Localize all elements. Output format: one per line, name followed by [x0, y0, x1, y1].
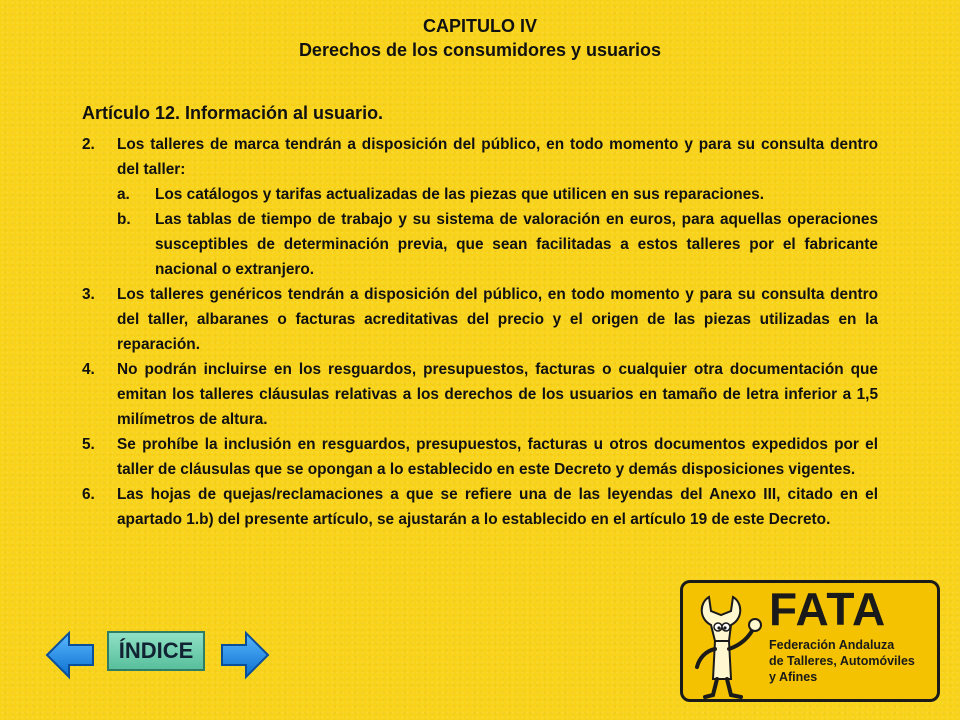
list-subitem [117, 207, 878, 282]
logo-line: de Talleres, Automóviles [769, 654, 915, 668]
item-text: Se prohíbe la inclusión en resguardos, presupuestos, facturas u otros documentos expedidos por el taller de cláusulas que se opongan a lo establecido en este Decreto y demás disposiciones vigentes. [117, 436, 878, 478]
item-text: Las tablas de tiempo de trabajo y su sistema de valoración en euros, para aquellas operaciones susceptibles de determinación previa, que sean facilitadas a estos talleres por el fabricante nacional o extranjero. [155, 211, 878, 278]
list-subitem [117, 182, 878, 207]
arrow-right-icon[interactable] [220, 630, 270, 680]
article-list [82, 132, 878, 532]
list-item [82, 357, 878, 432]
wrench-mascot-icon [691, 589, 777, 701]
article-title: Artículo 12. Información al usuario. [82, 103, 384, 123]
item-text: Los catálogos y tarifas actualizadas de las piezas que utilicen en sus reparaciones. [155, 186, 765, 203]
logo-line: Federación Andaluza [769, 638, 895, 652]
item-text: Los talleres de marca tendrán a disposición del público, en todo momento y para su consulta dentro del taller: [117, 136, 878, 178]
index-button[interactable]: ÍNDICE [107, 631, 205, 671]
item-number: b. [117, 211, 131, 228]
chapter-title: CAPITULO IV [422, 16, 537, 36]
logo-name: FATA [769, 583, 887, 635]
list-item [82, 132, 878, 182]
item-number: 4. [82, 361, 95, 378]
list-item [82, 482, 878, 532]
item-text: No podrán incluirse en los resguardos, presupuestos, facturas o cualquier otra documentación que emitan los talleres cláusulas relativas a los derechos de los usuarios en tamaño de letra inferior a 1,5 milímetros de altura. [117, 361, 878, 428]
item-number: 6. [82, 486, 95, 503]
item-number: a. [117, 186, 130, 203]
item-number: 5. [82, 436, 95, 453]
list-item [82, 432, 878, 482]
item-text: Los talleres genéricos tendrán a disposición del público, en todo momento y para su consulta dentro del taller, albaranes o facturas acreditativas del precio y el origen de las piezas utilizadas en la reparación. [117, 286, 878, 353]
fata-logo [680, 580, 940, 702]
chapter-subtitle: Derechos de los consumidores y usuarios [298, 40, 662, 60]
list-item [82, 282, 878, 357]
logo-subtitle [769, 637, 915, 685]
item-number: 2. [82, 136, 95, 153]
logo-line: y Afines [769, 670, 818, 684]
item-text: Las hojas de quejas/reclamaciones a que se refiere una de las leyendas del Anexo III, citado en el apartado 1.b) del presente artículo, se ajustarán a lo establecido en el artículo 19 de este Decreto. [117, 486, 878, 528]
item-number: 3. [82, 286, 95, 303]
arrow-left-icon[interactable] [45, 630, 95, 680]
